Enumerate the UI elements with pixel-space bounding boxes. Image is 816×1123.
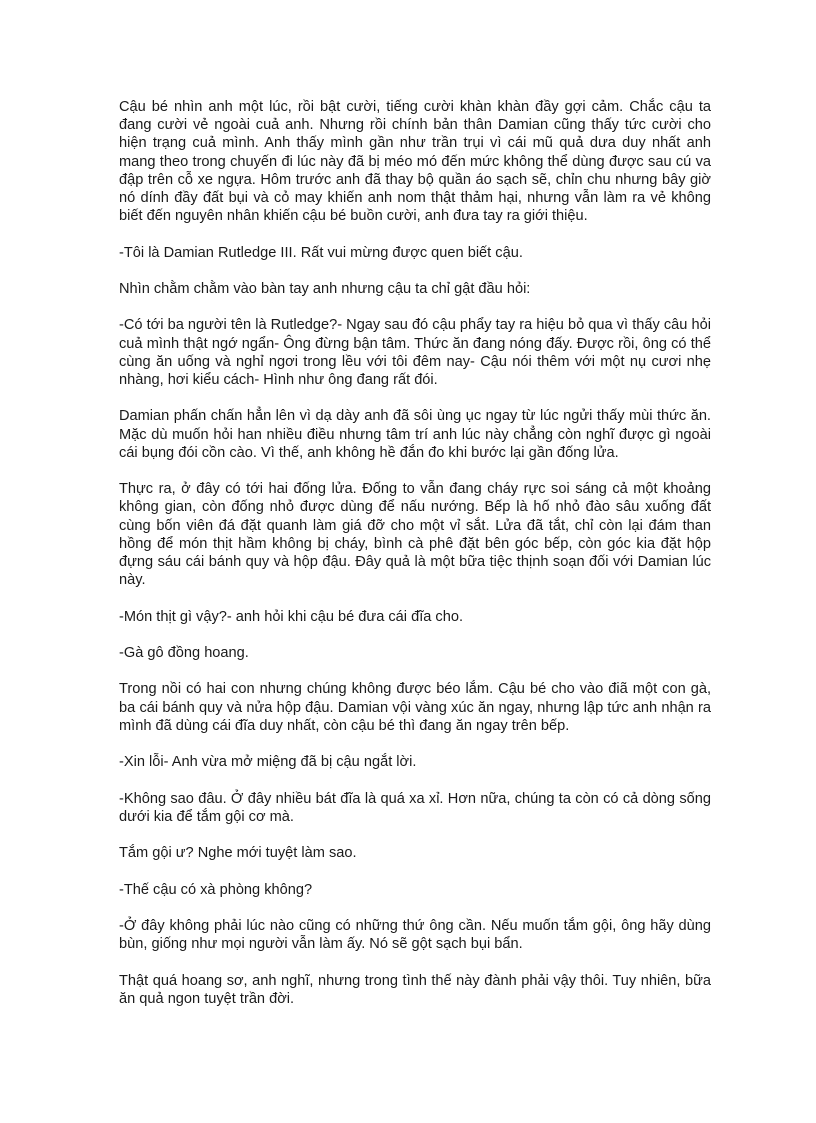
paragraph: Trong nồi có hai con nhưng chúng không được béo lắm. Cậu bé cho vào điã một con gà, ba cái bánh quy và nửa hộp đậu. Damian vội vàng xúc ăn ngay, nhưng lập tức anh nhận ra mình đã dùng cái đĩa duy nhất, còn cậu bé thì đang ăn ngay trên bếp. (119, 681, 711, 734)
paragraph: -Gà gô đồng hoang. (119, 644, 249, 661)
paragraph: Thật quá hoang sơ, anh nghĩ, nhưng trong tình thế này đành phải vậy thôi. Tuy nhiên, bữa ăn quả ngon tuyệt trần đời. (119, 972, 711, 1007)
paragraph: -Thế cậu có xà phòng không? (119, 881, 313, 898)
paragraph: -Xin lỗi- Anh vừa mở miệng đã bị cậu ngắt lời. (119, 754, 417, 771)
paragraph: Tắm gội ư? Nghe mới tuyệt làm sao. (119, 845, 357, 862)
paragraph: Damian phấn chấn hẳn lên vì dạ dày anh đã sôi ùng ục ngay từ lúc ngửi thấy mùi thức ăn. Mặc dù muốn hỏi han nhiều điều nhưng tâm trí anh lúc này chẳng còn nghĩ được gì ngoài cái bụng đói cồn cào. Vì thế, anh không hề đắn đo khi bước lại gần đống lửa. (119, 408, 711, 461)
paragraph: -Không sao đâu. Ở đây nhiều bát đĩa là quá xa xỉ. Hơn nữa, chúng ta còn có cả dòng sống dưới kia để tắm gội cơ mà. (119, 790, 711, 825)
paragraph: -Tôi là Damian Rutledge III. Rất vui mừng được quen biết cậu. (119, 244, 523, 261)
paragraph: -Có tới ba người tên là Rutledge?- Ngay sau đó cậu phẩy tay ra hiệu bỏ qua vì thấy câu hỏi cuả mình thật ngớ ngẩn- Ông đừng bận tâm. Thức ăn đang nóng đấy. Được rồi, ông có thể cùng ăn uống và nghỉ ngơi trong lều với tôi đêm nay- Cậu nói thêm với một nụ cươi nhẹ nhàng, hơi kiểu cách- Hình như ông đang rất đói. (119, 317, 711, 388)
paragraph: -Ở đây không phải lúc nào cũng có những thứ ông cần. Nếu muốn tắm gội, ông hãy dùng bùn, giống như mọi người vẫn làm ấy. Nó sẽ gột sạch bụi bẩn. (119, 917, 711, 953)
paragraph: Nhìn chằm chằm vào bàn tay anh nhưng cậu ta chỉ gật đầu hỏi: (119, 281, 531, 297)
document-page (119, 98, 711, 1026)
paragraph: -Món thịt gì vậy?- anh hỏi khi cậu bé đưa cái đĩa cho. (119, 608, 464, 625)
paragraph: Thực ra, ở đây có tới hai đống lửa. Đống to vẫn đang cháy rực soi sáng cả một khoảng không gian, còn đống nhỏ được dùng để nấu nướng. Bếp là hố nhỏ đào sâu xuống đất cùng bốn viên đá đặt quanh làm giá đỡ cho một vỉ sắt. Lửa đã tắt, chỉ còn lại đám than hồng để món thịt hầm không bị cháy, bình cà phê đặt bên góc bếp, còn góc kia đặt hộp đựng sáu cái bánh quy và hộp đậu. Đây quả là một bữa tiệc thịnh soạn đối với Damian lúc này. (119, 481, 711, 589)
paragraph: Cậu bé nhìn anh một lúc, rồi bật cười, tiếng cười khàn khàn đầy gợi cảm. Chắc cậu ta đang cười vẻ ngoài cuả anh. Nhưng rồi chính bản thân Damian cũng thấy tức cười cho hiện trạng cuả mình. Anh thấy mình gần như trần trụi vì cái mũ quả dưa duy nhất anh mang theo trong chuyến đi lúc này đã bị méo mó đến mức không thể dùng được sau cú va đập trên cỗ xe ngựa. Hôm trước anh đã thay bộ quần áo sạch sẽ, chỉn chu nhưng bây giờ nó dính đầy đất bụi và cỏ may khiến anh nom thật thảm hại, nhưng vẫn làm ra vẻ không biết đến nguyên nhân khiến cậu bé buồn cười, anh đưa tay ra giới thiệu. (119, 99, 711, 225)
